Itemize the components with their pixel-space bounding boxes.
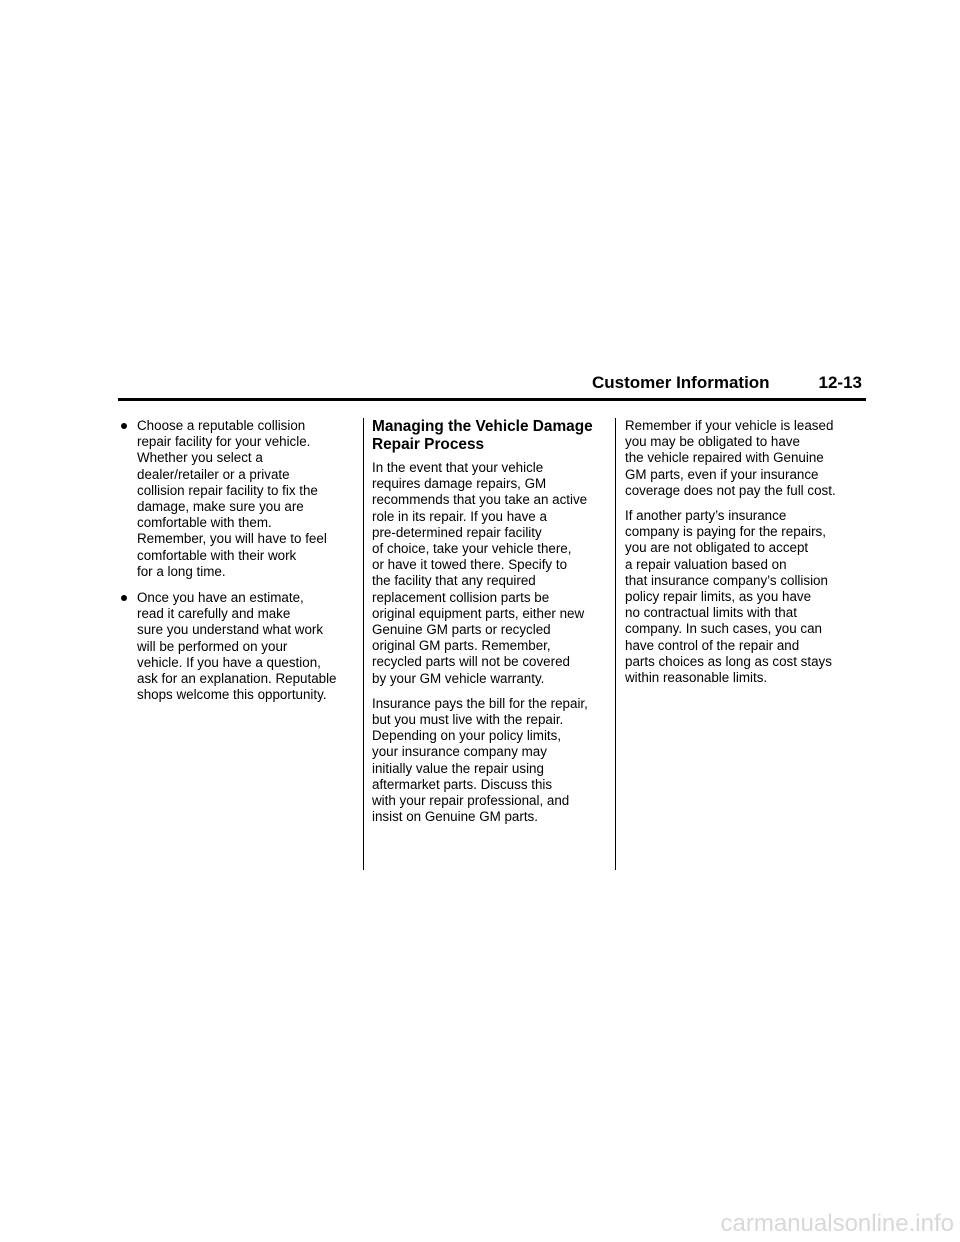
text-line: dealer/retailer or a private [137,466,290,482]
text-line: or have it towed there. Specify to [372,557,568,573]
page-header [592,370,862,396]
text-line: repair facility for your vehicle. [137,434,311,450]
text-line: the vehicle repaired with Genuine [625,450,824,466]
bullet-dot-icon [121,595,127,601]
heading-line: Managing the Vehicle Damage [372,418,593,435]
page-number: 12-13 [818,373,862,392]
bullet-dot-icon [121,423,127,429]
text-line: GM parts, even if your insurance [625,466,819,482]
text-line: shops welcome this opportunity. [137,687,327,703]
text-line: original GM parts. Remember, [372,638,551,654]
text-line: collision repair facility to fix the [137,482,318,498]
bullet-list [120,418,356,703]
text-line: recycled parts will not be covered [372,654,570,670]
column-1 [120,418,356,713]
text-line: with your repair professional, and [372,793,570,809]
text-line: If another party’s insurance [625,508,787,524]
text-line: but you must live with the repair. [372,712,564,728]
text-line: will be performed on your [137,638,288,654]
text-line: vehicle. If you have a question, [137,654,321,670]
bullet-text [137,590,356,703]
paragraph [372,460,608,687]
column-divider-1 [363,418,364,870]
text-line: Remember if your vehicle is leased [625,418,834,433]
text-line: of choice, take your vehicle there, [372,541,572,557]
text-line: replacement collision parts be [372,589,550,605]
watermark: carmanualsonline.info [720,1210,954,1237]
column-3 [625,418,861,695]
text-line: original equipment parts, either new [372,605,585,621]
text-line: ask for an explanation. Reputable [137,671,337,687]
text-line: comfortable with their work [137,547,297,563]
text-line: policy repair limits, as you have [625,589,812,605]
text-line: company is paying for the repairs, [625,524,826,540]
heading-line: Repair Process [372,435,485,453]
text-line: within reasonable limits. [625,670,768,686]
text-line: Once you have an estimate, [137,590,304,606]
text-line: your insurance company may [372,744,547,760]
text-line: comfortable with them. [137,515,272,531]
text-line: Depending on your policy limits, [372,728,562,744]
text-line: parts choices as long as cost stays [625,653,832,669]
text-line: for a long time. [137,563,226,579]
paragraph [625,508,861,686]
column-divider-2 [615,418,616,870]
text-line: insist on Genuine GM parts. [372,809,538,825]
text-line: company. In such cases, you can [625,621,822,637]
text-line: have control of the repair and [625,637,800,653]
text-line: requires damage repairs, GM [372,476,547,492]
text-line: that insurance company’s collision [625,572,828,588]
section-title: Customer Information [592,373,770,392]
text-line: recommends that you take an active [372,492,588,508]
text-line: role in its repair. If you have a [372,508,547,524]
column-2 [372,418,608,834]
text-line: aftermarket parts. Discuss this [372,776,553,792]
text-line: initially value the repair using [372,760,544,776]
text-line: Insurance pays the bill for the repair, [372,695,588,711]
text-line: In the event that your vehicle [372,460,544,475]
text-line: pre-determined repair facility [372,524,542,540]
text-line: coverage does not pay the full cost. [625,482,836,498]
text-line: read it carefully and make [137,606,291,622]
paragraph [372,696,608,826]
text-line: Genuine GM parts or recycled [372,622,551,638]
bullet-item [120,418,356,580]
paragraph [625,418,861,499]
text-line: Remember, you will have to feel [137,531,327,547]
text-line: by your GM vehicle warranty. [372,670,545,686]
bullet-text [137,418,356,580]
text-line: no contractual limits with that [625,605,797,621]
section-heading [372,418,608,453]
text-line: damage, make sure you are [137,499,304,515]
text-line: Choose a reputable collision [137,418,306,433]
text-line: sure you understand what work [137,622,324,638]
text-line: you may be obligated to have [625,434,800,450]
text-line: the facility that any required [372,573,536,589]
header-rule [118,398,866,401]
bullet-item [120,590,356,703]
text-line: a repair valuation based on [625,556,787,572]
text-line: you are not obligated to accept [625,540,809,556]
text-line: Whether you select a [137,450,263,466]
